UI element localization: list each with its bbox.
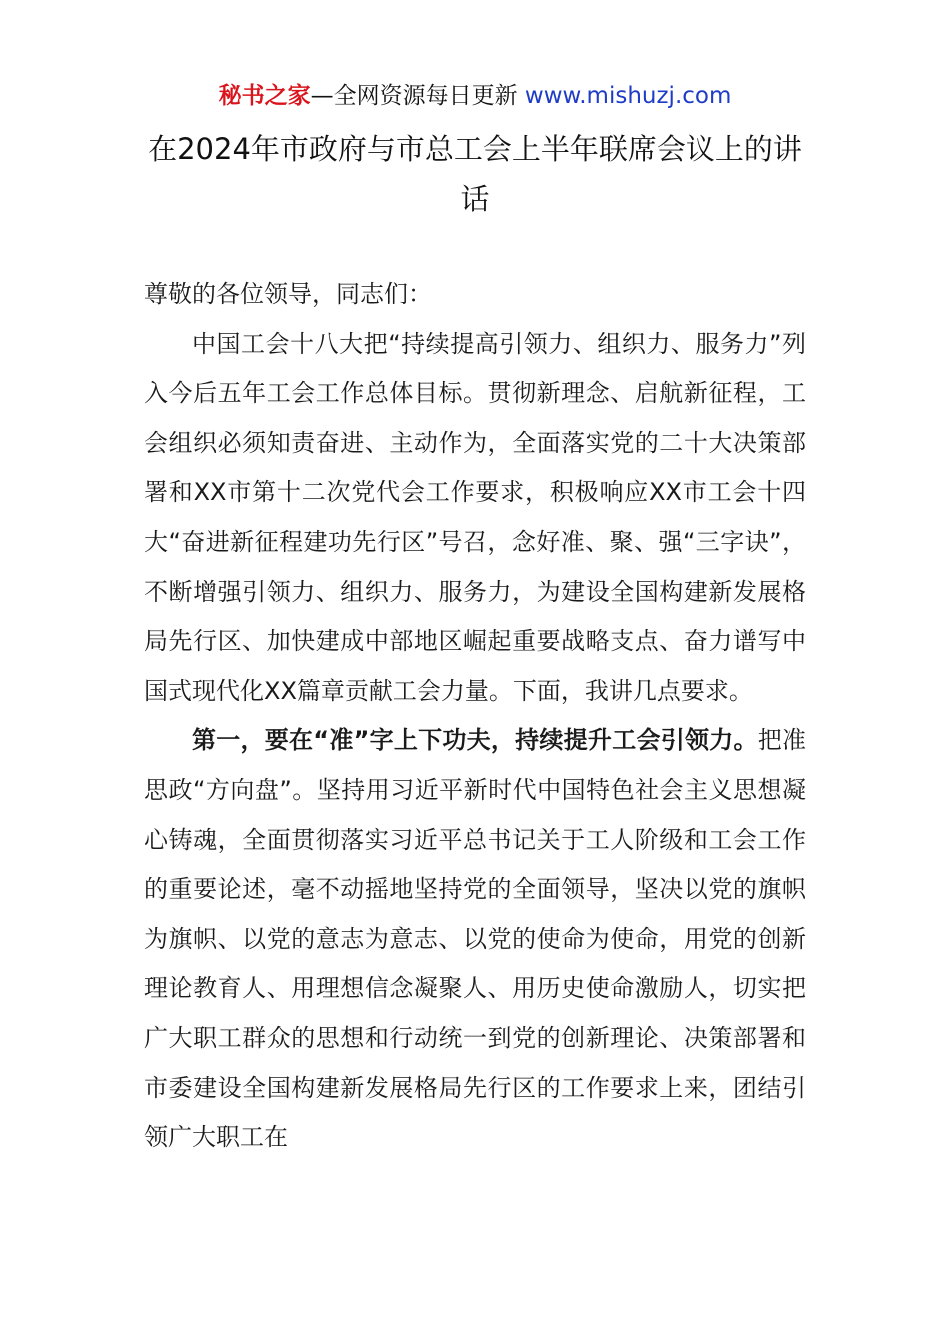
header-tagline: —全网资源每日更新 [310, 83, 518, 109]
brand-name: 秘书之家 [218, 83, 311, 109]
paragraph [144, 320, 806, 717]
site-header [0, 80, 950, 112]
paragraph-text: 把准思政“方向盘”。坚持用习近平新时代中国特色社会主义思想凝心铸魂，全面贯彻落实习近平总书记关于工人阶级和工会工作的重要论述，毫不动摇地坚持党的全面领导，坚决以党的旗帜为旗帜、以党的意志为意志、以党的使命为使命，用党的创新理论教育人、用理想信念凝聚人、用历史使命激励人，切实把广大职工群众的思想和行动统一到党的创新理论、决策部署和市委建设全国构建新发展格局先行区的工作要求上来，团结引领广大职工在 [144, 726, 807, 1152]
salutation: 尊敬的各位领导，同志们： [144, 280, 432, 308]
document-body [144, 270, 806, 1163]
paragraph-text: 中国工会十八大把“持续提高引领力、组织力、服务力”列入今后五年工会工作总体目标。贯彻新理念、启航新征程，工会组织必须知责奋进、主动作为，全面落实党的二十大决策部署和XX市第十二次党代会工作要求，积极响应XX市工会十四大“奋进新征程建功先行区”号召，念好准、聚、强“三字诀”，不断增强引领力、组织力、服务力，为建设全国构建新发展格局先行区、加快建成中部地区崛起重要战略支点、奋力谱写中国式现代化XX篇章贡献工会力量。下面，我讲几点要求。 [144, 329, 806, 705]
document-title: 在2024年市政府与市总工会上半年联席会议上的讲话 [148, 132, 802, 216]
paragraph-lead: 第一，要在“准”字上下功夫，持续提升工会引领力。 [192, 726, 758, 755]
site-url-link[interactable]: www.mishuzj.com [524, 83, 732, 109]
paragraph [144, 716, 806, 1162]
